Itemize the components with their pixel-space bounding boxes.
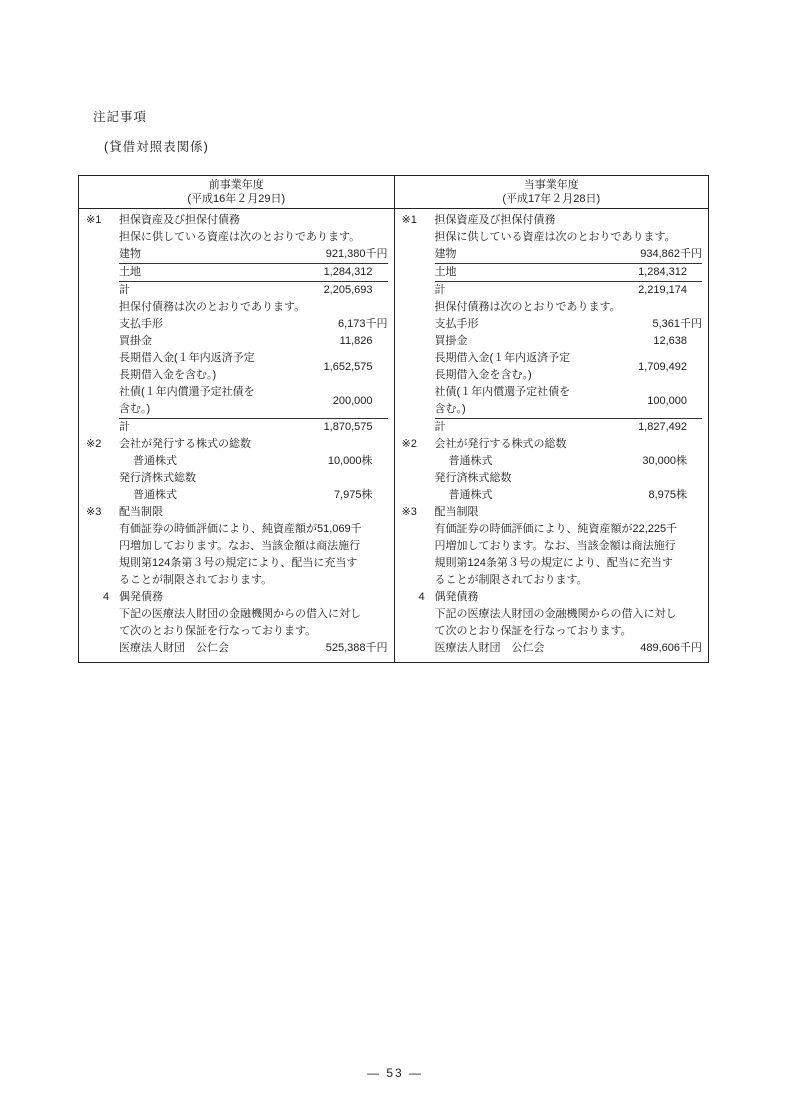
debt-value-bonds: 100,000 <box>647 394 687 407</box>
debt-value-long-term-loans: 1,652,575 <box>323 360 373 373</box>
asset-value-building: 934,862千円 <box>640 248 702 260</box>
asset-value-land: 1,284,312 <box>638 266 687 278</box>
note2-heading <box>86 436 388 453</box>
note1-heading <box>402 212 703 229</box>
doc-subtitle: (貸借対照表関係) <box>104 140 209 154</box>
issued-shares-title: 発行済株式総数 <box>119 472 196 484</box>
note4-heading <box>86 589 388 606</box>
asset-value-land: 1,284,312 <box>323 266 373 278</box>
note1-title: 担保資産及び担保付債務 <box>119 214 240 226</box>
note3-marker: ※3 <box>401 506 417 518</box>
doc-title: 注記事項 <box>93 110 148 124</box>
asset-row-total: 計 2,205,693 <box>119 282 388 299</box>
column-body-current-year <box>395 209 709 662</box>
debt-value-total: 1,827,492 <box>638 421 687 433</box>
asset-row-building: 建物 921,380千円 <box>119 246 388 264</box>
shares-authorized-value: 10,000株 <box>327 455 373 467</box>
debt-value-accounts-payable: 11,826 <box>339 335 373 347</box>
note1-intro: 担保に供している資産は次のとおりであります。 <box>119 231 361 243</box>
page-number: — 53 — <box>366 1066 423 1080</box>
note3-title: 配当制限 <box>119 506 163 518</box>
column-body-prior-year <box>79 209 394 662</box>
debt-value-bonds: 200,000 <box>332 394 373 407</box>
debt-row-long-term-loans: 長期借入金(１年内返済予定 長期借入金を含む。) 1,652,575 <box>119 350 388 384</box>
asset-row-land: 土地 1,284,312 <box>119 264 388 282</box>
debt-value-total: 1,870,575 <box>323 421 373 433</box>
note1-intro2: 担保付債務は次のとおりであります。 <box>434 301 621 313</box>
asset-value-total: 2,219,174 <box>638 284 687 296</box>
shares-authorized-row: 普通株式 10,000株 <box>119 453 388 470</box>
header-period-label: 当事業年度 <box>523 179 579 191</box>
note3-marker: ※3 <box>86 506 102 518</box>
shares-issued-row: 普通株式 8,975株 <box>435 487 703 504</box>
debt-row-total: 計 1,870,575 <box>119 418 388 436</box>
note2-marker: ※2 <box>86 438 102 450</box>
note2-title: 会社が発行する株式の総数 <box>119 438 251 450</box>
column-current-year <box>394 176 709 662</box>
asset-row-building: 建物 934,862千円 <box>435 246 703 264</box>
debt-row-bonds: 社債(１年内償還予定社債を 含む。) 100,000 <box>435 384 703 418</box>
issued-shares-title: 発行済株式総数 <box>434 472 512 484</box>
note1-marker: ※1 <box>86 214 102 226</box>
note3-paragraph: 有価証券の時価評価により、純資産額が51,069千 円増加しております。なお、当該金額は商法施行 規則第124条第３号の規定により、配当に充当す ることが制限されております。 <box>119 523 362 586</box>
header-period-label: 前事業年度 <box>208 179 264 191</box>
note4-paragraph: 下記の医療法人財団の金融機関からの借入に対し て次のとおり保証を行なっております。 <box>434 608 677 637</box>
note4-paragraph: 下記の医療法人財団の金融機関からの借入に対し て次のとおり保証を行なっております。 <box>119 608 361 637</box>
guarantee-row: 医療法人財団 公仁会 489,606千円 <box>435 640 703 657</box>
shares-issued-value: 8,975株 <box>648 489 687 501</box>
column-header-current-year <box>395 176 709 209</box>
header-period-date: (平成16年２月29日) <box>187 193 286 205</box>
note2-title: 会社が発行する株式の総数 <box>434 438 567 450</box>
debt-row-accounts-payable: 買掛金 12,638 <box>435 333 703 350</box>
debt-row-long-term-loans: 長期借入金(１年内返済予定 長期借入金を含む。) 1,709,492 <box>435 350 703 384</box>
note1-marker: ※1 <box>401 214 417 226</box>
debt-value-notes-payable: 6,173千円 <box>337 318 388 330</box>
note2-marker: ※2 <box>401 438 417 450</box>
header-period-date: (平成17年２月28日) <box>502 193 601 205</box>
shares-authorized-value: 30,000株 <box>642 455 687 467</box>
note1-heading <box>86 212 388 229</box>
guarantee-value: 489,606千円 <box>640 642 702 654</box>
asset-value-building: 921,380千円 <box>325 248 388 260</box>
note3-paragraph: 有価証券の時価評価により、純資産額が22,225千 円増加しております。なお、当該金額は商法施行 規則第124条第３号の規定により、配当に充当す ることが制限されております。 <box>434 523 678 586</box>
column-prior-year <box>79 176 394 662</box>
note4-marker: 4 <box>103 591 110 603</box>
debt-value-accounts-payable: 12,638 <box>653 335 687 347</box>
debt-value-long-term-loans: 1,709,492 <box>638 360 687 373</box>
note4-heading <box>402 589 703 606</box>
shares-issued-value: 7,975株 <box>333 489 373 501</box>
guarantee-row: 医療法人財団 公仁会 525,388千円 <box>119 640 388 657</box>
note3-title: 配当制限 <box>434 506 479 518</box>
column-header-prior-year <box>79 176 394 209</box>
note4-title: 偶発債務 <box>434 591 479 603</box>
note3-heading <box>402 504 703 521</box>
debt-row-notes-payable: 支払手形 5,361千円 <box>435 316 703 333</box>
asset-row-total: 計 2,219,174 <box>435 282 703 299</box>
note4-title: 偶発債務 <box>119 591 163 603</box>
note3-heading <box>86 504 388 521</box>
note1-intro: 担保に供している資産は次のとおりであります。 <box>434 231 676 243</box>
debt-row-accounts-payable: 買掛金 11,826 <box>119 333 388 350</box>
note1-title: 担保資産及び担保付債務 <box>434 214 556 226</box>
shares-authorized-row: 普通株式 30,000株 <box>435 453 703 470</box>
shares-issued-row: 普通株式 7,975株 <box>119 487 388 504</box>
debt-row-bonds: 社債(１年内償還予定社債を 含む。) 200,000 <box>119 384 388 418</box>
asset-row-land: 土地 1,284,312 <box>435 264 703 282</box>
debt-row-total: 計 1,827,492 <box>435 418 703 436</box>
asset-value-total: 2,205,693 <box>323 284 373 296</box>
notes-table <box>78 175 709 663</box>
note1-intro2: 担保付債務は次のとおりであります。 <box>119 301 306 313</box>
guarantee-value: 525,388千円 <box>325 642 388 654</box>
note2-heading <box>402 436 703 453</box>
debt-row-notes-payable: 支払手形 6,173千円 <box>119 316 388 333</box>
debt-value-notes-payable: 5,361千円 <box>652 318 702 330</box>
note4-marker: 4 <box>418 591 425 603</box>
